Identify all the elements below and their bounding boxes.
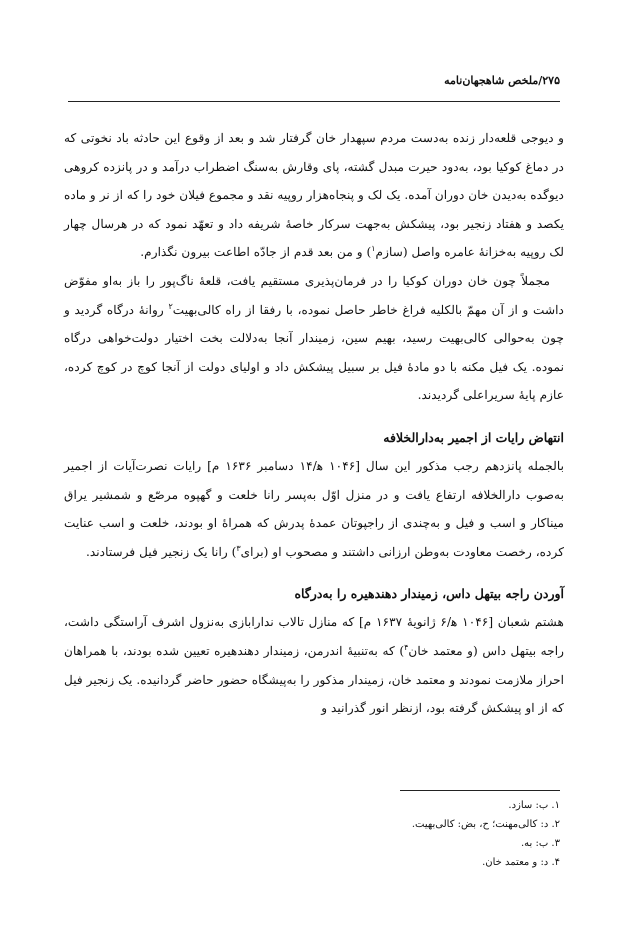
footnote-3: ۳. ب: به. xyxy=(520,838,560,849)
paragraph-1-tail: ) و من بعد قدم از جادّه اطاعت بیرون نگذارم. xyxy=(140,245,372,260)
paragraph-2 xyxy=(64,267,564,410)
footnote-4: ۴. د: و معتمد خان. xyxy=(482,857,560,868)
paragraph-3-tail: ) رانا یک زنجیر فیل فرستادند. xyxy=(86,544,237,559)
page-body xyxy=(64,124,564,723)
paragraph-1 xyxy=(64,124,564,267)
paragraph-2-text: مجملاً چون خان دوران کوکیا را در فرمان‌پذیری مستقیم یافت، قلعهٔ ناگ‌پور را باز به‌او مفوّض داشت و از آن مهمّ بالکلیه فراغ خاطر حاصل نموده، با رفقا از راه کالی‌بهیت xyxy=(64,273,564,317)
footnote-rule xyxy=(400,790,560,791)
header-rule xyxy=(68,101,560,102)
paragraph-4-tail: ) که به‌تنبیهٔ اندرمن، زمیندار دهندهیره تعیین شده بودند، با همراهان احراز ملازمت نمودند و معتمد خان، زمیندار مذکور را به‌پیشگاه حضور حاضر گردانیده. یک زنجیر فیل که از او پیشکش گرفته بود، ازنظر انور گذرانید و xyxy=(64,643,564,716)
section-heading-1: انتهاض رایات از اجمیر به‌دارالخلافه xyxy=(383,429,564,445)
running-header: ۲۷۵/ملخص شاهجهان‌نامه xyxy=(444,74,560,87)
paragraph-4 xyxy=(64,608,564,722)
footnote-ref-3[interactable]: ۳ xyxy=(236,543,241,553)
footnotes-list xyxy=(120,796,560,872)
footnote-ref-1[interactable]: ۱ xyxy=(371,244,376,254)
footnote-ref-4[interactable]: ۴ xyxy=(404,642,409,652)
paragraph-2-tail: روانهٔ درگاه گردید و چون به‌حوالی کالی‌بهیت رسید، بهیم سین، زمیندار آنجا به‌دلالت بخت اختیار دولت‌خواهی درگاه نموده. یک فیل مکنه با دو مادهٔ فیل بر سبیل پیشکش داد و اولیای دولت از آنجا کوچ در کوچ کرده، عازم پایهٔ سریراعلی گردیدند. xyxy=(64,302,564,403)
paragraph-1-text: و دیوجی قلعه‌دار زنده به‌دست مردم سپهدار خان گرفتار شد و بعد از وقوع این حادثه باد نخوتی که در دماغ کوکیا بود، به‌دود حیرت مبدل گشته، پای وقارش به‌سنگ اضطراب درآمد و در پانزده کروهی دیوگده به‌دیدن خان دوران آمده. یک لک و پنجاه‌هزار روپیه نقد و مجموع فیلان خود را که از نر و ماده یکصد و هفتاد زنجیر بود، پیشکش به‌جهت سرکار خاصهٔ شریفه داد و تعهّد نمود که در هرسال چهار لک روپیه به‌خزانهٔ عامره واصل (سازم xyxy=(64,131,564,260)
paragraph-4-text: هشتم شعبان [۱۰۴۶ ه‍/۶ ژانویهٔ ۱۶۳۷ م] که منازل تالاب ندارابازی به‌نزول اشرف آراستگی داشت، راجه بیتهل داس (و معتمد خان xyxy=(64,615,564,658)
footnote-2: ۲. د: کالی‌مهنت؛ ح، بض: کالی‌بهیت. xyxy=(411,819,560,830)
paragraph-3-text: بالجمله پانزدهم رجب مذکور این سال [۱۰۴۶ ه‍/۱۴ دسامبر ۱۶۳۶ م] رایات نصرت‌آیات از اجمیر به‌صوب دارالخلافه ارتفاع یافت و در منزل اوّل به‌پسر رانا خلعت و گهپوه مرصّع و شمشیر یراق میناکار و اسب و فیل و به‌چندی از راجپوتان عمدهٔ پدرش که همراهٔ او بودند، خلعت و اسب عنایت کرده، رخصت معاودت به‌وطن ارزانی داشتند و مصحوب او (برای xyxy=(64,458,564,559)
footnote-1: ۱. ب: سازد. xyxy=(508,800,560,811)
paragraph-3 xyxy=(64,452,564,566)
section-heading-2: آوردن راجه بیتهل داس، زمیندار دهندهیره را به‌درگاه xyxy=(294,586,564,602)
footnote-ref-2[interactable]: ۲ xyxy=(168,301,173,311)
